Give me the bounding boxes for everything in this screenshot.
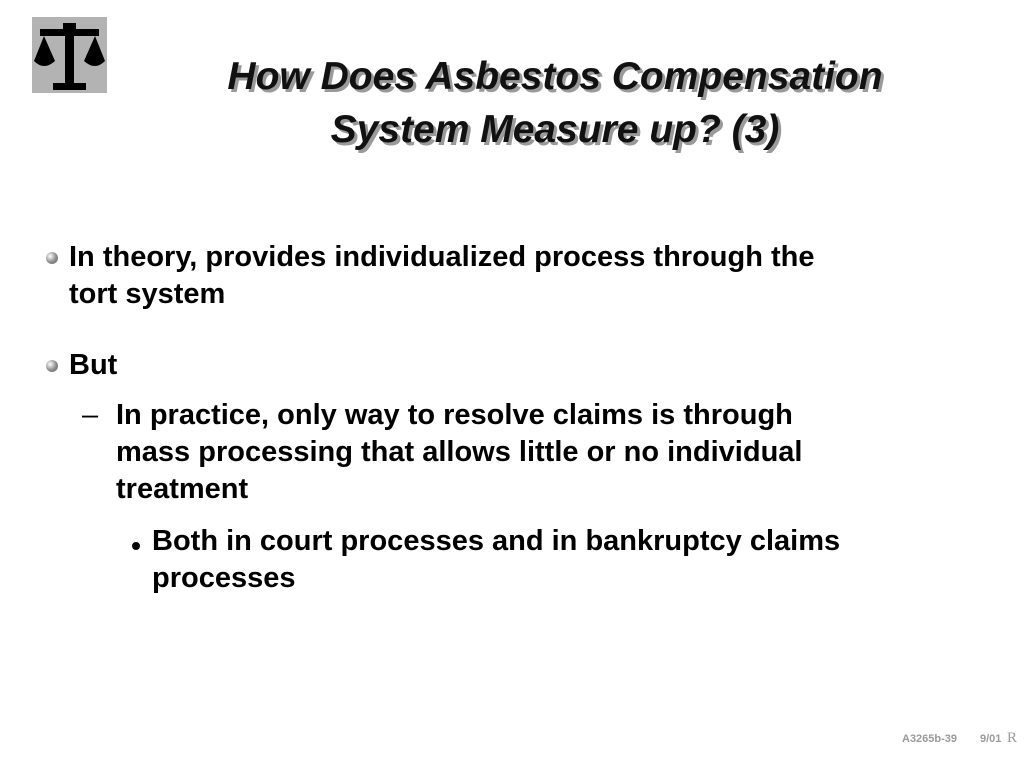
- bullet-1-line-2: tort system: [69, 278, 226, 310]
- sub-sub-bullet-line-2: processes: [152, 562, 296, 594]
- bullet-dot: [46, 252, 58, 264]
- bullet-1-line-1: In theory, provides individualized process through the: [69, 241, 815, 273]
- bullet-2-line-1: But: [69, 349, 118, 381]
- sub-bullet-item: [116, 397, 1006, 508]
- sub-bullet-line-3: treatment: [116, 473, 249, 505]
- dash-marker: –: [82, 399, 99, 431]
- scales-of-justice-icon: [32, 17, 107, 93]
- scales-logo: [32, 17, 107, 93]
- title-line-1: How Does Asbestos Compensation: [227, 55, 883, 98]
- footer-code: A3265b-39: [902, 733, 958, 745]
- title-line-2: System Measure up? (3): [330, 108, 780, 151]
- sub-bullet-line-1: In practice, only way to resolve claims is through: [116, 399, 793, 431]
- bullet-item-2: [69, 347, 999, 384]
- bullet-item-1: [69, 239, 999, 313]
- sub-sub-bullet-line-1: Both in court processes and in bankruptcy claims: [152, 525, 841, 557]
- sub-sub-bullet-item: [152, 523, 1012, 597]
- sub-bullet-line-2: mass processing that allows little or no individual: [116, 436, 803, 468]
- bullet-dot: [46, 360, 58, 372]
- footer-mark: R: [1007, 730, 1018, 746]
- slide-title: [130, 50, 980, 156]
- bullet-dot-small: [132, 542, 140, 550]
- footer-date: 9/01: [980, 733, 1002, 745]
